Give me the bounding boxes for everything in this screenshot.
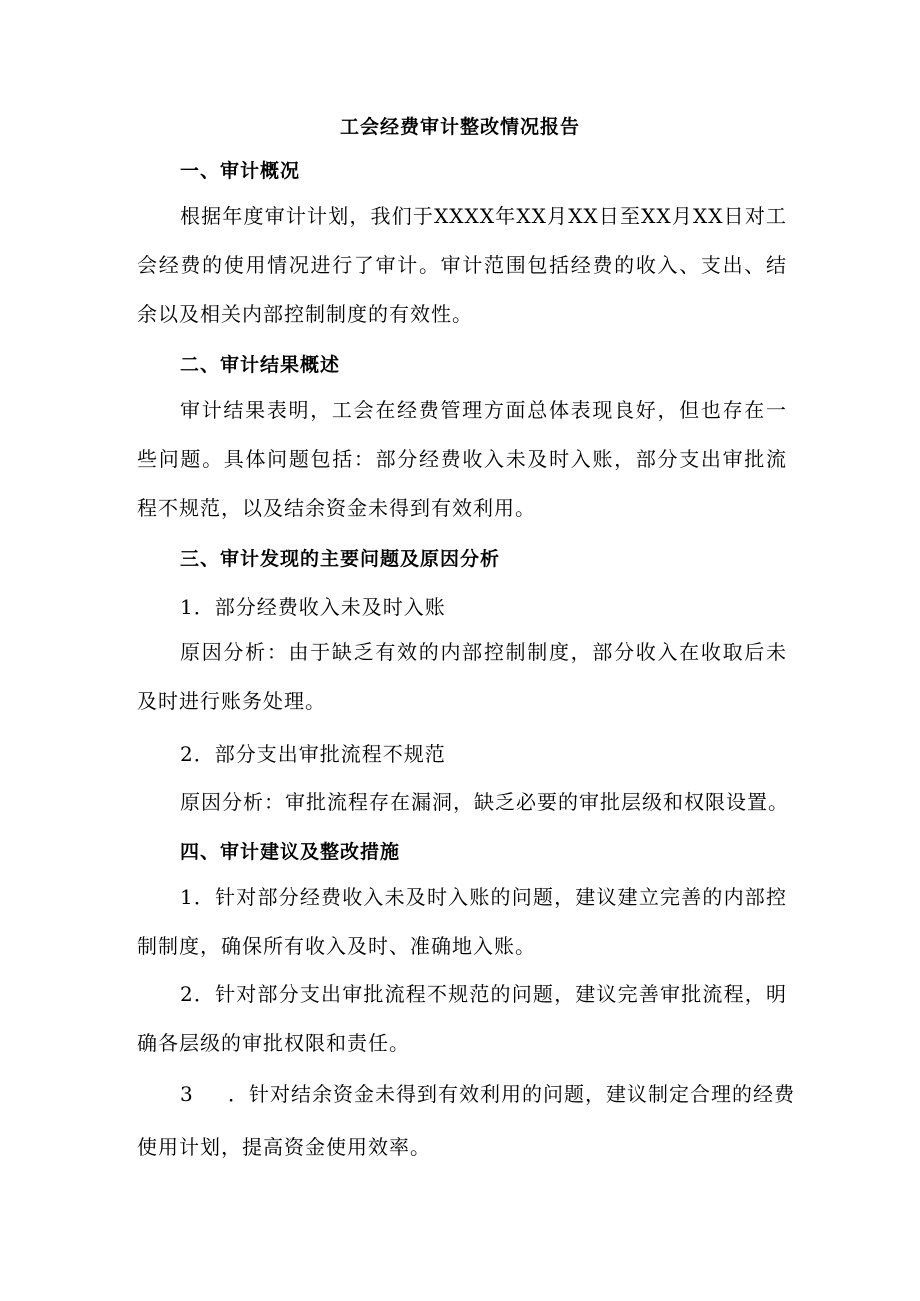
section-heading-issues: 三、审计发现的主要问题及原因分析 — [180, 548, 501, 570]
section-heading-recommendations: 四、审计建议及整改措施 — [180, 841, 401, 863]
recommendation-1: 1．针对部分经费收入未及时入账的问题，建议建立完善的内部控制制度，确保所有收入及时、准确地入账。 — [137, 885, 787, 958]
document-title: 工会经费审计整改情况报告 — [339, 116, 580, 138]
issue-cause-2: 原因分析：审批流程存在漏洞，缺乏必要的审批层级和权限设置。 — [180, 790, 789, 814]
section-heading-overview: 一、审计概况 — [180, 160, 301, 182]
recommendation-3-text: ．针对结余资金未得到有效利用的问题，建议制定合理的经费 — [228, 1082, 795, 1106]
issue-item-1: 1．部分经费收入未及时入账 — [180, 595, 446, 619]
issue-cause-1: 原因分析：由于缺乏有效的内部控制制度，部分收入在收取后未及时进行账务处理。 — [137, 640, 787, 713]
recommendation-2: 2．针对部分支出审批流程不规范的问题，建议完善审批流程，明确各层级的审批权限和责任。 — [137, 982, 787, 1055]
paragraph-results: 审计结果表明，工会在经费管理方面总体表现良好，但也存在一些问题。具体问题包括：部分经费收入未及时入账，部分支出审批流程不规范，以及结余资金未得到有效利用。 — [137, 398, 787, 520]
issue-item-2: 2．部分支出审批流程不规范 — [180, 742, 446, 766]
section-heading-results: 二、审计结果概述 — [180, 354, 341, 376]
recommendation-3-continuation: 使用计划，提高资金使用效率。 — [137, 1135, 431, 1159]
paragraph-overview: 根据年度审计计划，我们于XXXX年XX月XX日至XX月XX日对工会经费的使用情况进行了审计。审计范围包括经费的收入、支出、结余以及相关内部控制制度的有效性。 — [137, 204, 787, 326]
recommendation-3-number: 3 — [180, 1082, 194, 1106]
